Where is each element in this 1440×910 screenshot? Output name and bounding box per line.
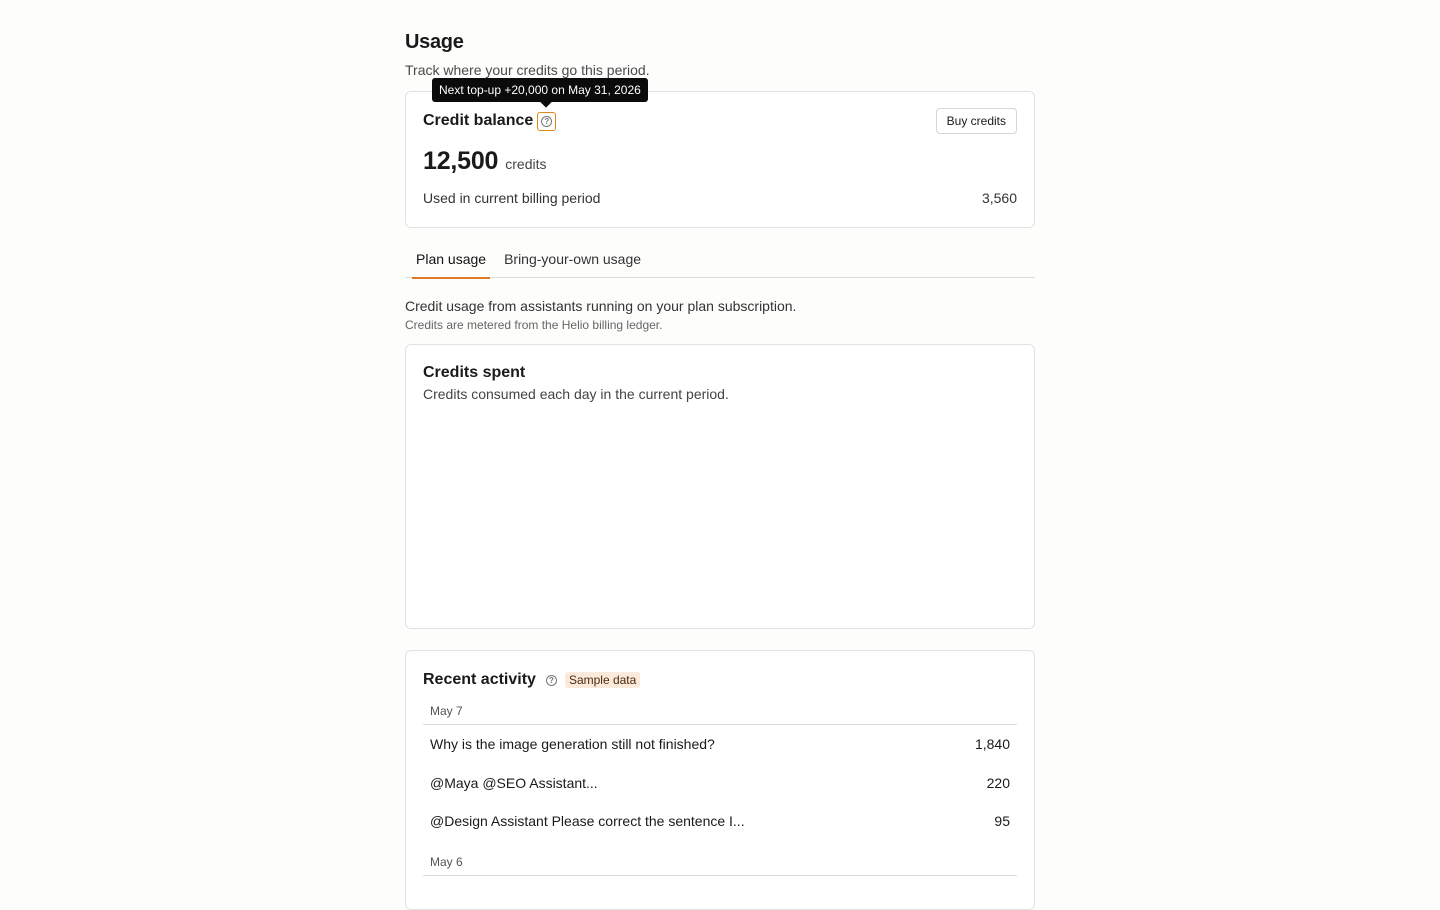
activity-credits: 1,840 bbox=[974, 736, 1010, 753]
recent-activity-header bbox=[423, 670, 1017, 690]
activity-credits: 220 bbox=[986, 774, 1010, 791]
activity-text: Why is the image generation still not finished? bbox=[430, 736, 715, 753]
used-in-period-value: 3,560 bbox=[981, 190, 1017, 206]
buy-credits-button[interactable]: Buy credits bbox=[936, 108, 1017, 134]
activity-date-label: May 7 bbox=[423, 704, 1017, 725]
credit-balance-title-group bbox=[423, 82, 641, 131]
tab-plan-usage[interactable]: Plan usage bbox=[412, 251, 490, 278]
activity-text: @Maya @SEO Assistant... bbox=[430, 774, 598, 791]
used-in-period-row bbox=[423, 190, 1017, 206]
activity-credits: 95 bbox=[994, 813, 1010, 830]
activity-date-label: May 6 bbox=[423, 855, 1017, 876]
credit-balance-card bbox=[405, 82, 1035, 228]
question-circle-icon: ? bbox=[541, 116, 552, 127]
tab-bring-your-own-usage[interactable]: Bring-your-own usage bbox=[504, 251, 642, 267]
credits-spent-subtitle: Credits consumed each day in the current period. bbox=[423, 386, 729, 402]
credits-spent-title: Credits spent bbox=[423, 364, 526, 381]
credit-balance-header bbox=[423, 82, 1017, 132]
activity-row[interactable] bbox=[423, 764, 1017, 803]
page-subtitle: Track where your credits go this period. bbox=[405, 62, 650, 78]
help-button[interactable] bbox=[537, 112, 556, 131]
activity-list bbox=[423, 725, 1017, 841]
usage-tabs bbox=[405, 251, 1035, 278]
recent-activity-card bbox=[405, 650, 1035, 910]
recent-activity-title: Recent activity bbox=[423, 671, 536, 688]
activity-row[interactable] bbox=[423, 725, 1017, 764]
credit-balance-amount bbox=[423, 147, 1017, 176]
credit-balance-title: Credit balance bbox=[423, 112, 534, 129]
used-in-period-label: Used in current billing period bbox=[423, 190, 601, 206]
page-title: Usage bbox=[405, 31, 464, 53]
credit-amount-unit: credits bbox=[505, 156, 547, 172]
top-up-tooltip: Next top-up +20,000 on May 31, 2026 bbox=[432, 78, 648, 102]
plan-usage-description: Credit usage from assistants running on your plan subscription. bbox=[405, 298, 797, 314]
activity-text: @Design Assistant Please correct the sentence I... bbox=[430, 813, 745, 830]
sample-data-badge: Sample data bbox=[565, 672, 640, 688]
question-circle-icon[interactable]: ? bbox=[546, 675, 557, 686]
credit-amount-value: 12,500 bbox=[423, 147, 499, 175]
credits-spent-card bbox=[405, 344, 1035, 629]
activity-row[interactable] bbox=[423, 802, 1017, 841]
usage-page bbox=[405, 30, 1035, 910]
plan-usage-note: Credits are metered from the Helio billing ledger. bbox=[405, 318, 663, 332]
